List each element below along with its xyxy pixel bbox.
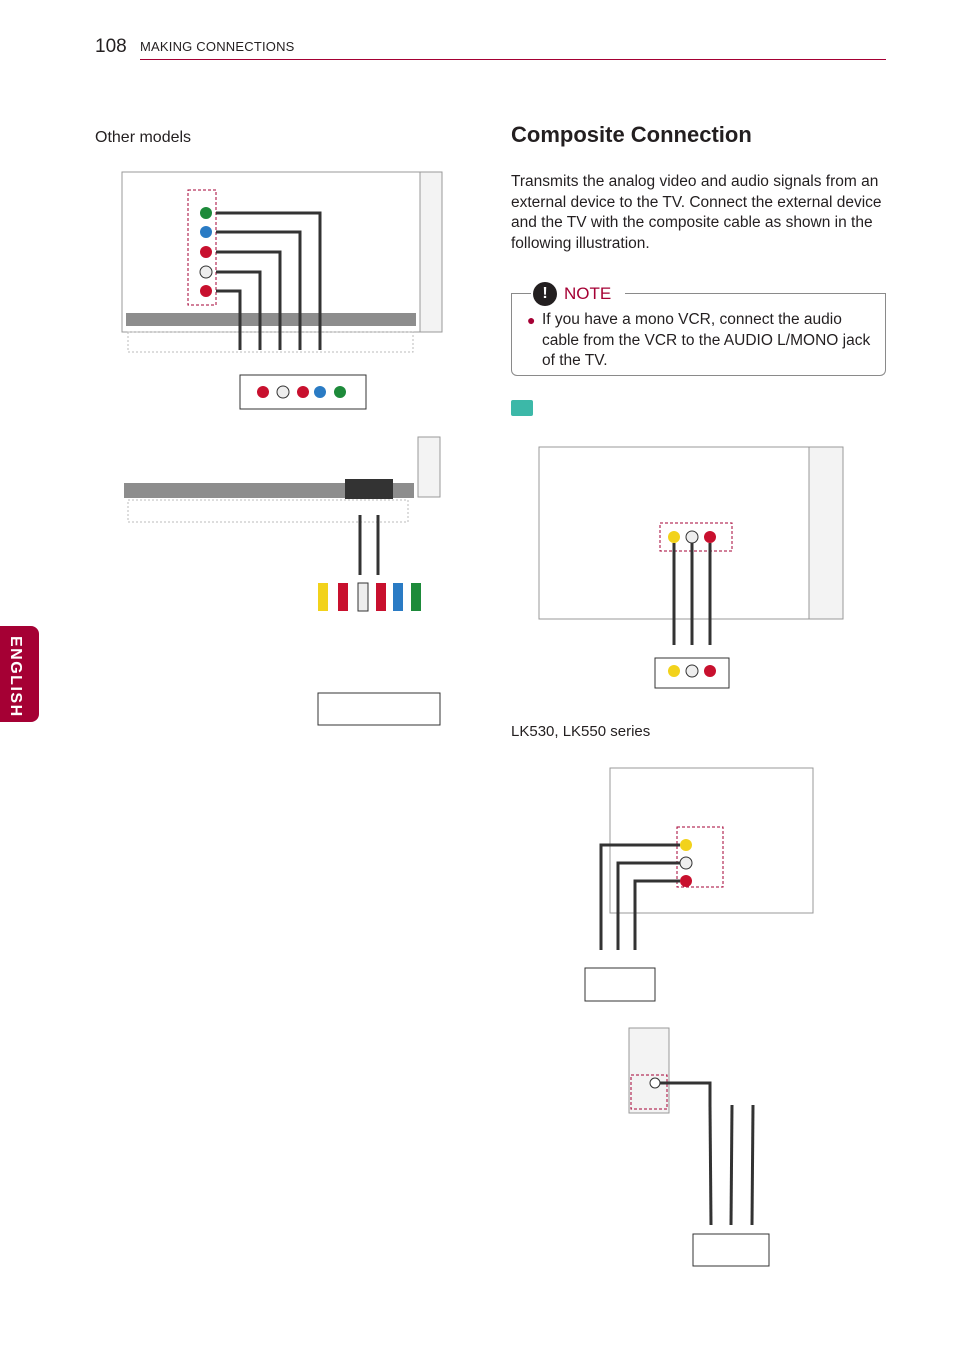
note-text: If you have a mono VCR, connect the audio cable from the VCR to the AUDIO L/MONO jack of the TV. bbox=[542, 311, 871, 369]
other-models-label: Other models bbox=[95, 129, 192, 146]
component-connection-diagram bbox=[120, 170, 445, 415]
note-border bbox=[511, 293, 531, 294]
language-tab-label: ENGLISH bbox=[7, 636, 24, 718]
composite-connection-diagram bbox=[537, 445, 847, 695]
note-border bbox=[625, 293, 885, 294]
tv-icon bbox=[511, 400, 533, 416]
header-divider bbox=[140, 59, 886, 60]
component-cable-diagram bbox=[120, 435, 445, 730]
series-label: LK530, LK550 series bbox=[511, 723, 651, 740]
note-label: NOTE bbox=[564, 284, 612, 303]
mini-jack-diagram bbox=[625, 1025, 775, 1270]
section-label: MAKING CONNECTIONS bbox=[140, 39, 295, 54]
lk530-connection-diagram bbox=[583, 765, 818, 1005]
bullet-icon: ● bbox=[527, 312, 536, 328]
exclamation-icon: ! bbox=[533, 282, 557, 306]
page-number: 108 bbox=[95, 36, 127, 57]
page-title: Composite Connection bbox=[511, 122, 752, 147]
intro-paragraph: Transmits the analog video and audio signals from an external device to the TV. Connect the external device and the TV with the composite cable as shown in the following illustration. bbox=[511, 173, 882, 252]
